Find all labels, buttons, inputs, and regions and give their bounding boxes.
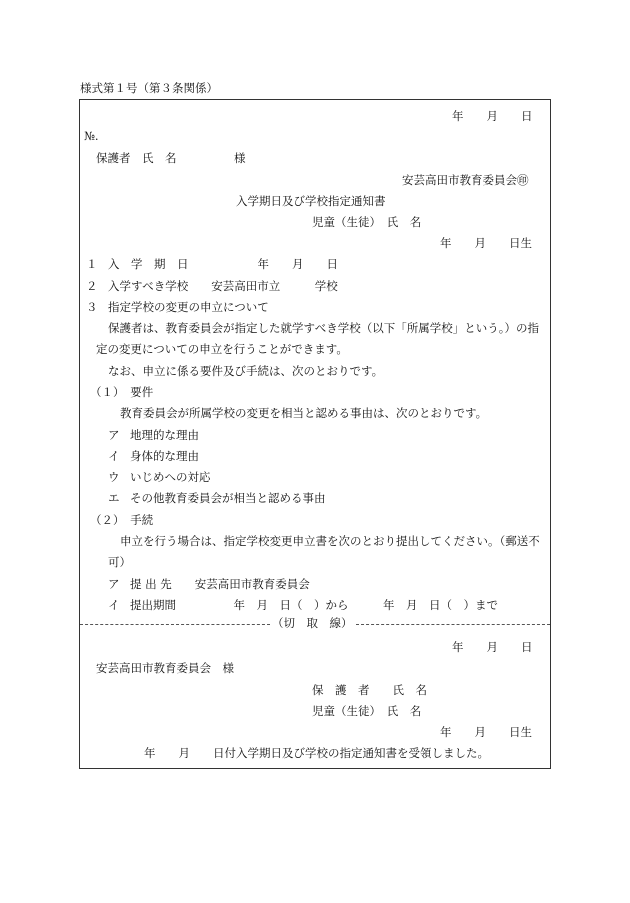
procedure-line: 可） — [108, 555, 131, 569]
receipt-date: 年 月 日 — [452, 640, 533, 654]
requirements-intro: 教育委員会が所属学校の変更を相当と認める事由は、次のとおりです。 — [120, 406, 488, 420]
cut-line-left — [80, 624, 270, 625]
receipt-statement: 年 月 日付入学期日及び学校の指定通知書を受領しました。 — [144, 746, 489, 760]
procedure-heading: （２） 手続 — [90, 513, 154, 527]
student-birth-date: 年 月 日生 — [440, 236, 532, 250]
form-number-label: 様式第１号（第３条関係） — [80, 81, 218, 95]
student-name-line: 児童（生徒） 氏 名 — [312, 215, 422, 229]
guardian-name-line: 保護者 氏 名 様 — [96, 151, 246, 165]
reason-mark: ア — [108, 428, 120, 442]
submit-period-mark: イ — [108, 598, 120, 612]
receipt-student-name: 児童（生徒） 氏 名 — [312, 704, 422, 718]
document-title: 入学期日及び学校指定通知書 — [236, 194, 386, 208]
reason-text: 身体的な理由 — [130, 449, 199, 463]
submit-to-text: 提 出 先 安芸高田市教育委員会 — [130, 577, 310, 591]
receipt-addressee: 安芸高田市教育委員会 様 — [96, 661, 234, 675]
item-number: ２ — [86, 279, 98, 293]
reason-text: 地理的な理由 — [130, 428, 199, 442]
requirements-heading: （１） 要件 — [90, 385, 154, 399]
issue-date: 年 月 日 — [452, 109, 533, 123]
receipt-guardian-name: 保 護 者 氏 名 — [312, 683, 427, 697]
submit-period-text: 提出期間 年 月 日（ ）から 年 月 日（ ）まで — [130, 598, 498, 612]
paragraph-line: なお、申立に係る要件及び手続は、次のとおりです。 — [108, 364, 384, 378]
reason-mark: エ — [108, 491, 120, 505]
issuer-name: 安芸高田市教育委員会㊞ — [402, 173, 529, 187]
paragraph-line: 保護者は、教育委員会が指定した就学すべき学校（以下「所属学校」という。）の指 — [108, 321, 540, 335]
reason-text: その他教育委員会が相当と認める事由 — [130, 491, 326, 505]
reason-text: いじめへの対応 — [130, 470, 211, 484]
cut-line-right — [356, 624, 550, 625]
document-number-label: №. — [84, 129, 99, 143]
cut-line-label: （切 取 線） — [272, 616, 353, 630]
procedure-line: 申立を行う場合は、指定学校変更申立書を次のとおり提出してください。（郵送不 — [120, 534, 540, 548]
item-number: １ — [86, 257, 98, 271]
receipt-birth-date: 年 月 日生 — [440, 725, 532, 739]
submit-to-mark: ア — [108, 577, 120, 591]
reason-mark: ウ — [108, 470, 120, 484]
item-assigned-school: 入学すべき学校 安芸高田市立 学校 — [108, 279, 338, 293]
item-school-change: 指定学校の変更の申立について — [108, 300, 269, 314]
item-entry-date: 入 学 期 日 年 月 日 — [108, 257, 338, 271]
item-number: ３ — [86, 300, 98, 314]
paragraph-line: 定の変更についての申立を行うことができます。 — [96, 342, 348, 356]
reason-mark: イ — [108, 449, 120, 463]
